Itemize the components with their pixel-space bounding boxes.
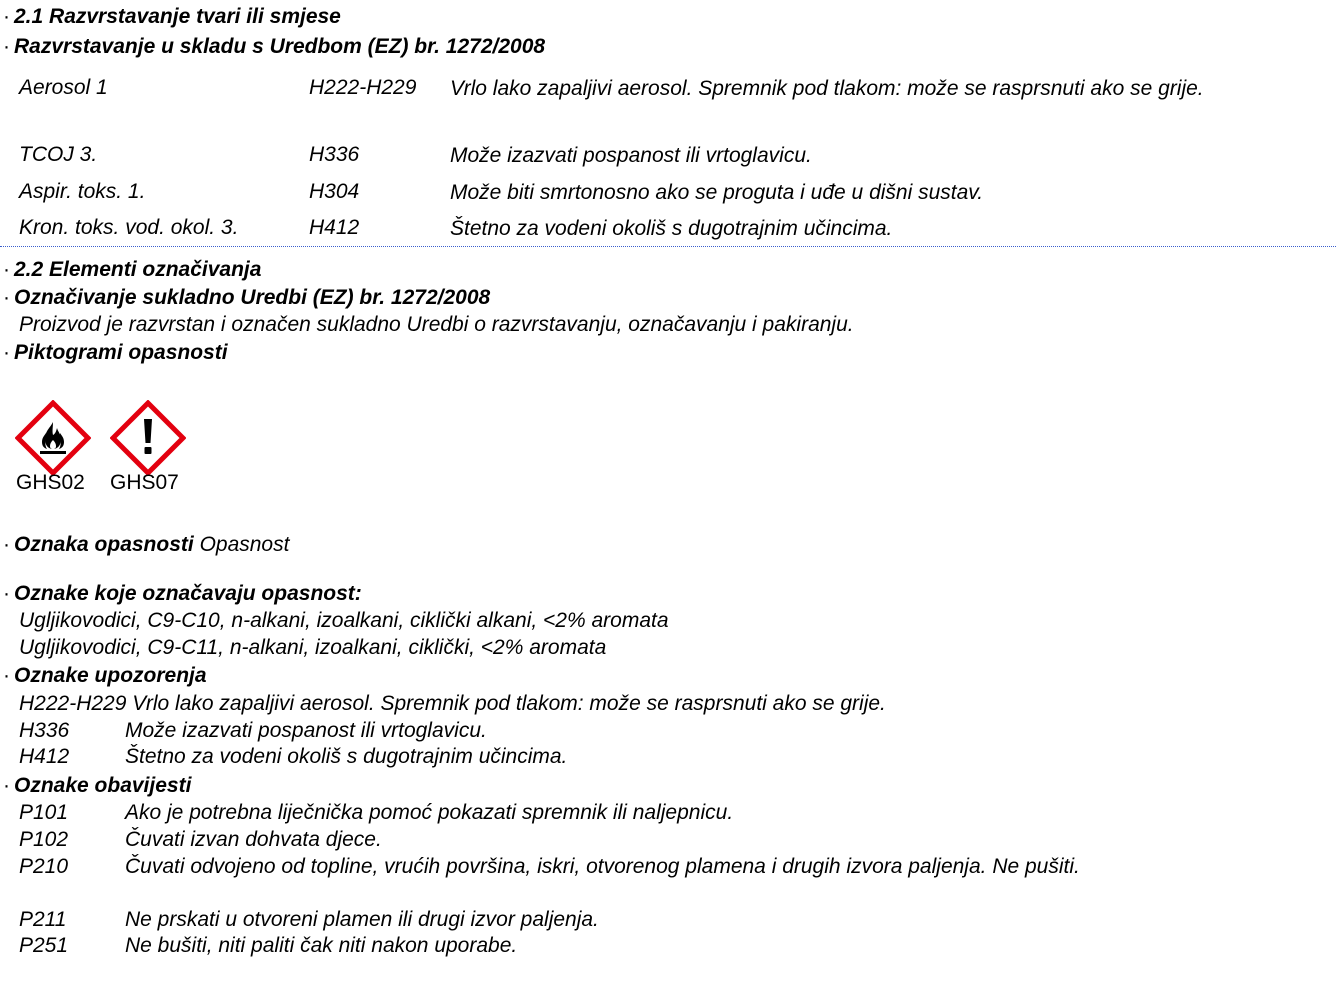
- classification-text: Može izazvati pospanost ili vrtoglavicu.: [450, 144, 812, 167]
- classification-category: Aerosol 1: [19, 76, 108, 99]
- labelling-title-text: Označivanje sukladno Uredbi (EZ) br. 1272/2008: [14, 286, 491, 309]
- classification-code: H222-H229: [309, 76, 417, 99]
- classification-subtitle-text: Razvrstavanje u skladu s Uredbom (EZ) br. 1272/2008: [14, 35, 546, 58]
- classification-row: [0, 180, 1336, 216]
- hazard-code: H412: [19, 745, 70, 768]
- section-2-1-title: · 2.1 Razvrstavanje tvari ili smjese: [3, 5, 341, 28]
- hazard-component: Ugljikovodici, C9-C10, n-alkani, izoalkani, ciklički alkani, <2% aromata: [19, 609, 669, 632]
- classification-code: H304: [309, 180, 360, 203]
- precaution-text: Čuvati izvan dohvata djece.: [125, 828, 382, 851]
- classification-row: [0, 76, 1336, 112]
- signal-word-title: Oznaka opasnosti: [14, 533, 194, 556]
- hazard-component: Ugljikovodici, C9-C11, n-alkani, izoalkani, ciklički, <2% aromata: [19, 636, 607, 659]
- precaution-text: Čuvati odvojeno od topline, vrućih površina, iskri, otvorenog plamena i drugih izvora paljenja. Ne pušiti.: [125, 855, 1080, 878]
- signal-word: Opasnost: [199, 533, 290, 556]
- classification-text: Može biti smrtonosno ako se proguta i uđe u dišni sustav.: [450, 181, 984, 204]
- hazard-statements-title-text: Oznake upozorenja: [14, 664, 207, 687]
- classification-subtitle: · Razvrstavanje u skladu s Uredbom (EZ) br. 1272/2008: [3, 35, 546, 58]
- signal-word-line: · Oznaka opasnosti Opasnost: [3, 533, 290, 556]
- precaution-code: P210: [19, 855, 69, 878]
- classification-code: H412: [309, 216, 360, 239]
- labelling-title: · Označivanje sukladno Uredbi (EZ) br. 1272/2008: [3, 286, 491, 309]
- classification-text: Štetno za vodeni okoliš s dugotrajnim učincima.: [450, 217, 893, 240]
- precautionary-title: · Oznake obavijesti: [3, 774, 192, 797]
- classification-row: [0, 143, 1336, 179]
- pictograms-title-text: Piktogrami opasnosti: [14, 341, 228, 364]
- hazard-text: Može izazvati pospanost ili vrtoglavicu.: [125, 719, 487, 742]
- pictograms-title: · Piktogrami opasnosti: [3, 341, 228, 364]
- hazard-text: Vrlo lako zapaljivi aerosol. Spremnik pod tlakom: može se rasprsnuti ako se grije.: [132, 692, 886, 715]
- hazard-code: H222-H229: [19, 692, 127, 715]
- section-divider: [0, 246, 1336, 247]
- precaution-code: P211: [19, 908, 67, 931]
- classification-text: Vrlo lako zapaljivi aerosol. Spremnik pod tlakom: može se rasprsnuti ako se grije.: [450, 77, 1204, 100]
- hazard-statements-title: · Oznake upozorenja: [3, 664, 207, 687]
- hazard-text: Štetno za vodeni okoliš s dugotrajnim učincima.: [125, 745, 568, 768]
- precaution-text: Ako je potrebna liječnička pomoć pokazati spremnik ili naljepnicu.: [125, 801, 734, 824]
- section-2-2-title-text: 2.2 Elementi označivanja: [14, 258, 262, 281]
- classification-category: Aspir. toks. 1.: [19, 180, 146, 203]
- hazard-components-title: · Oznake koje označavaju opasnost:: [3, 582, 362, 605]
- hazard-components-title-text: Oznake koje označavaju opasnost:: [14, 582, 362, 605]
- classification-category: TCOJ 3.: [19, 143, 98, 166]
- pictogram-label: GHS02: [16, 471, 85, 494]
- section-2-1-title-text: 2.1 Razvrstavanje tvari ili smjese: [14, 5, 341, 28]
- pictogram-label: GHS07: [110, 471, 179, 494]
- precaution-code: P101: [19, 801, 69, 824]
- flame-pictogram-icon: [15, 400, 91, 476]
- precaution-code: P102: [19, 828, 69, 851]
- precaution-code: P251: [19, 934, 69, 957]
- hazard-statement: [19, 691, 886, 716]
- classification-category: Kron. toks. vod. okol. 3.: [19, 216, 239, 239]
- precaution-text: Ne bušiti, niti paliti čak niti nakon uporabe.: [125, 934, 518, 957]
- section-2-2-title: · 2.2 Elementi označivanja: [3, 258, 262, 281]
- exclamation-pictogram-icon: [110, 400, 186, 476]
- classification-code: H336: [309, 143, 360, 166]
- precautionary-title-text: Oznake obavijesti: [14, 774, 192, 797]
- hazard-code: H336: [19, 719, 70, 742]
- labelling-text: Proizvod je razvrstan i označen sukladno Uredbi o razvrstavanju, označavanju i pakiranju.: [19, 313, 854, 336]
- precaution-text: Ne prskati u otvoreni plamen ili drugi izvor paljenja.: [125, 908, 599, 931]
